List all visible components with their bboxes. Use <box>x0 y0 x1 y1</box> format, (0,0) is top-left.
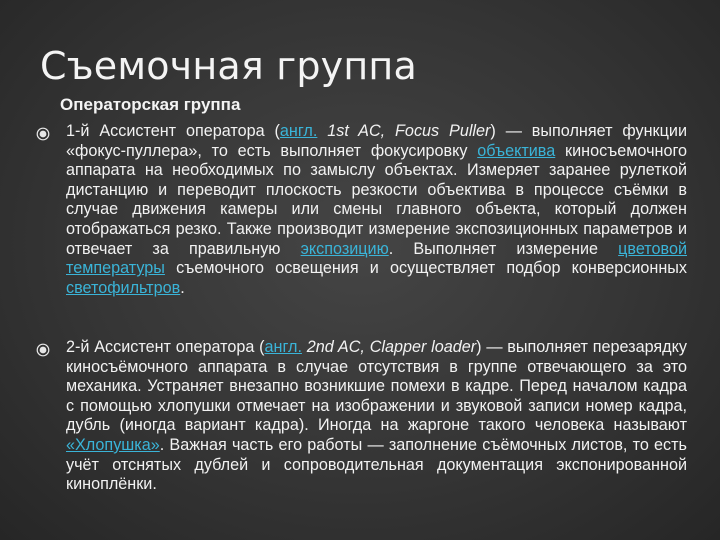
bullet-icon <box>36 127 50 141</box>
section-subheading: Операторская группа <box>60 95 241 114</box>
link-clapper[interactable]: «Хлопушка» <box>66 435 160 454</box>
item1-text-1: 1-й Ассистент оператора ( <box>66 122 280 140</box>
item1-text-6: . <box>180 278 185 297</box>
link-color-temperature[interactable]: цветовой температуры <box>66 239 687 278</box>
item1-text-4: . Выполняет измерение <box>388 239 619 258</box>
list-item-first-assistant <box>66 122 687 298</box>
item1-text-2: ) — выполняет функции «фокус-пуллера», то есть выполняет фокусировку <box>66 122 687 160</box>
slide-title: Съемочная группа <box>40 44 417 88</box>
item1-text-3: киносъемочного аппарата на необходимых по замыслу объектах. Измеряет заранее рулеткой дистанцию и переводит плоскость резкости объектива в процессе съёмки в случае движения камеры или смены главного объекта, который должен отображаться резко. Также производит измерение экспозиционных параметров и отвечает за правильную <box>66 141 687 258</box>
link-exposure[interactable]: экспозицию <box>300 239 389 258</box>
item2-english-term: 2nd AC, Clapper loader <box>301 338 477 356</box>
item1-text-5: съемочного освещения и осуществляет подбор конверсионных <box>164 259 687 278</box>
item2-text-1: 2-й Ассистент оператора ( <box>66 338 265 356</box>
link-engl-1[interactable]: англ. <box>279 122 318 140</box>
link-light-filters[interactable]: светофильтров <box>66 278 181 297</box>
item1-english-term: 1st AC, Focus Puller <box>317 122 491 140</box>
item2-text-2: ) — выполняет перезарядку киносъёмочного аппарата в случае отсутствия в группе отвечающего за это механика. Устраняет внезапно возникшие помехи в кадре. Перед началом кадра с помощью хлопушки отмечает на изображении и звуковой записи номер кадра, дубль (иногда вариант кадра). Иногда на жаргоне такого человека называют <box>66 338 687 435</box>
item2-text-3: . Важная часть его работы — заполнение съёмочных листов, то есть учёт отснятых дублей и сопроводительная документация экспонированной киноплёнки. <box>66 435 687 494</box>
list-item-second-assistant <box>66 338 687 495</box>
link-objective[interactable]: объектива <box>477 141 556 160</box>
link-engl-2[interactable]: англ. <box>264 338 302 356</box>
bullet-icon <box>36 343 50 357</box>
